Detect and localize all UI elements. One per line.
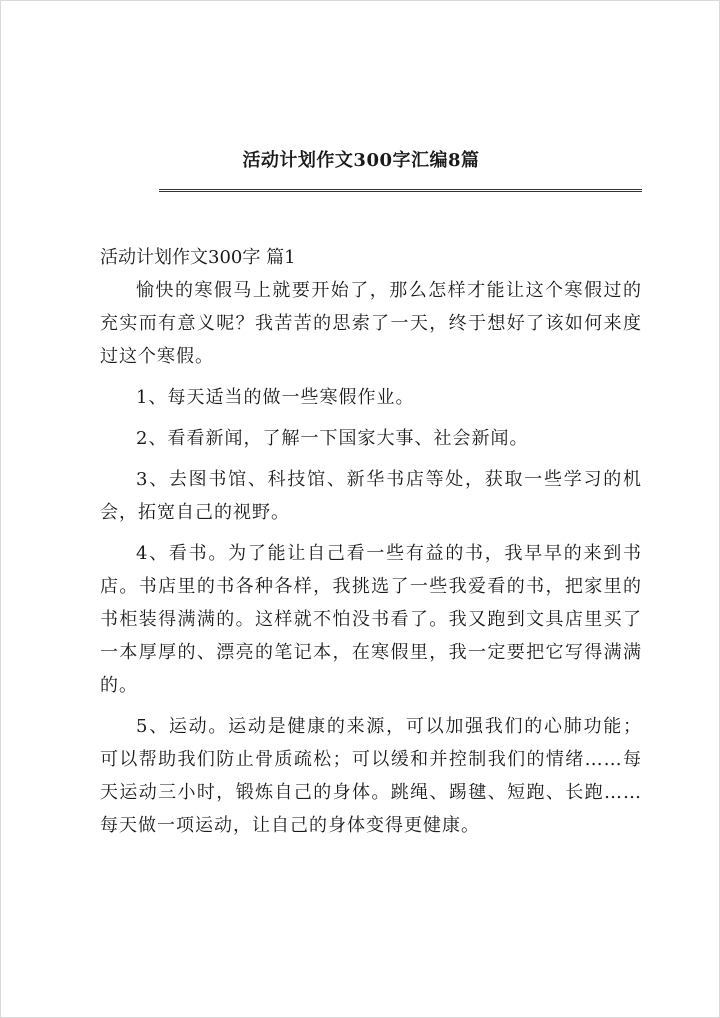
section-heading: 活动计划作文300字 篇1	[100, 247, 296, 268]
document-body	[100, 243, 642, 850]
paragraph-item-4: 4、看书。为了能让自己看一些有益的书，我早早的来到书店。书店里的书各种各样，我挑选了一些我爱看的书，把家里的书柜装得满满的。这样就不怕没书看了。我又跑到文具店里买了一本厚厚的、漂亮的笔记本，在寒假里，我一定要把它写得满满的。	[100, 543, 642, 696]
paragraph-item-5: 5、运动。运动是健康的来源，可以加强我们的心肺功能；可以帮助我们防止骨质疏松；可以缓和并控制我们的情绪……每天运动三小时，锻炼自己的身体。跳绳、踢毽、短跑、长跑……每天做一项运动，让自己的身体变得更健康。	[100, 716, 642, 836]
page-title: 活动计划作文300字汇编8篇	[242, 150, 480, 171]
paragraph-item-1: 1、每天适当的做一些寒假作业。	[136, 387, 415, 408]
paragraph-item-2: 2、看看新闻，了解一下国家大事、社会新闻。	[136, 428, 529, 449]
paragraph-intro: 愉快的寒假马上就要开始了，那么怎样才能让这个寒假过的充实而有意义呢？我苦苦的思索了一天，终于想好了该如何来度过这个寒假。	[100, 280, 642, 367]
title-divider	[159, 189, 642, 192]
paragraph-item-3: 3、去图书馆、科技馆、新华书店等处，获取一些学习的机会，拓宽自己的视野。	[100, 469, 642, 523]
